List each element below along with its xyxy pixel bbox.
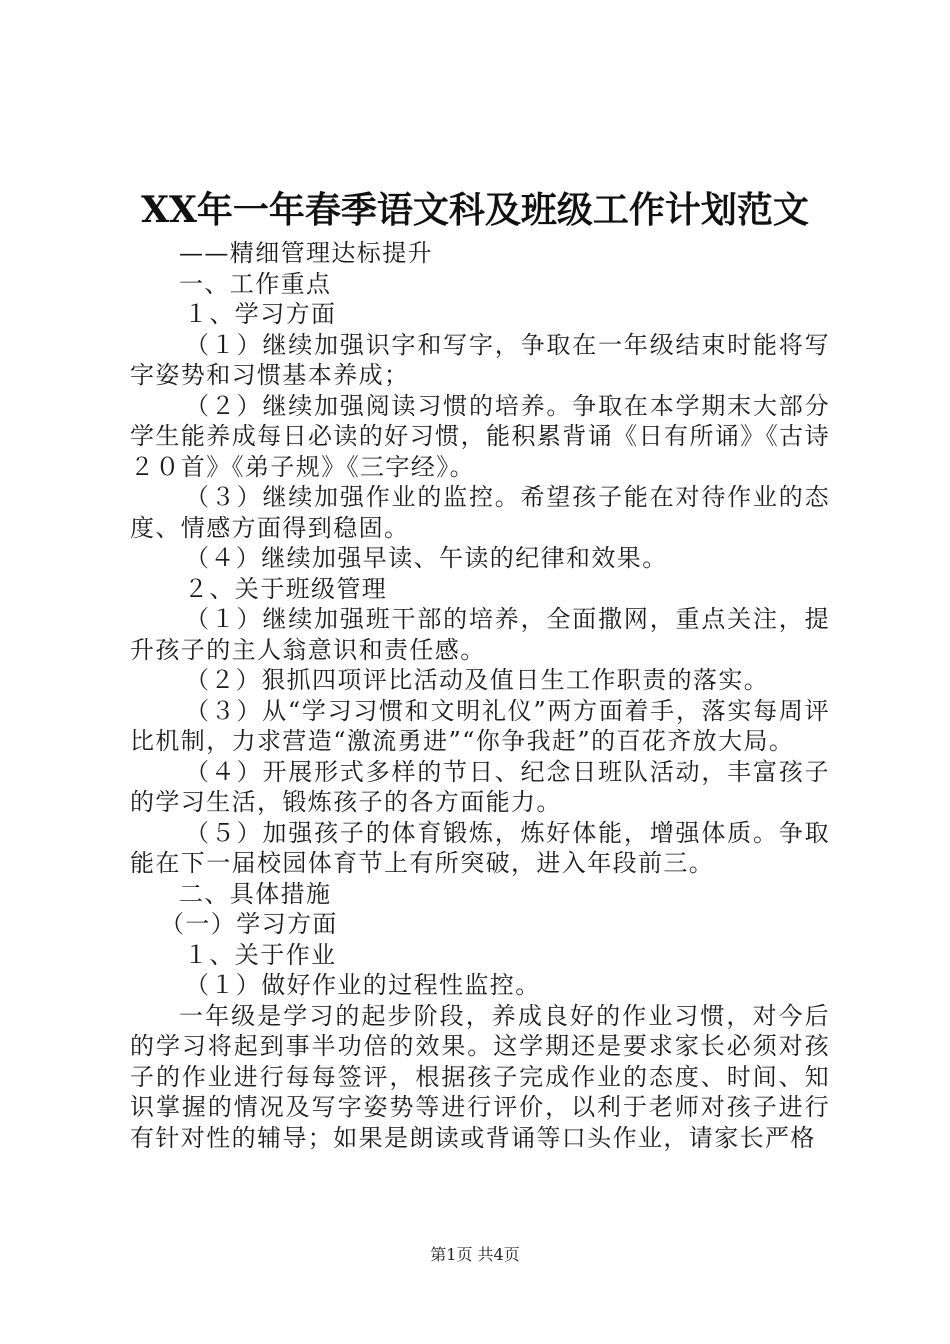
page-footer: 第1页 共4页 — [430, 1245, 520, 1264]
paragraph: （４）开展形式多样的节日、纪念日班队活动，丰富孩子的学习生活，锻炼孩子的各方面能力。 — [130, 757, 830, 816]
section-heading: 一、工作重点 — [179, 269, 332, 298]
subsection-heading: ２、关于班级管理 — [184, 574, 388, 603]
document-body — [130, 238, 830, 1153]
paragraph: （１）继续加强班干部的培养，全面撒网，重点关注，提升孩子的主人翁意识和责任感。 — [130, 605, 830, 664]
paragraph: （２）继续加强阅读习惯的培养。争取在本学期末大部分学生能养成每日必读的好习惯，能积累背诵《日有所诵》《古诗２０首》《弟子规》《三字经》。 — [130, 391, 830, 481]
paragraph: （３）从“学习习惯和文明礼仪”两方面着手，落实每周评比机制，力求营造“激流勇进”“你争我赶”的百花齐放大局。 — [130, 696, 830, 755]
document-title: XX年一年春季语文科及班级工作计划范文 — [141, 189, 809, 231]
subsection-heading: （一）学习方面 — [160, 910, 338, 938]
paragraph: （２）狠抓四项评比活动及值日生工作职责的落实。 — [185, 666, 770, 694]
paragraph: （４）继续加强早读、午读的纪律和效果。 — [185, 544, 668, 572]
section-heading: 二、具体措施 — [179, 879, 332, 908]
subsection-heading: １、关于作业 — [184, 940, 337, 969]
paragraph: （１）做好作业的过程性监控。 — [185, 971, 541, 999]
paragraph: 一年级是学习的起步阶段，养成良好的作业习惯，对今后的学习将起到事半功倍的效果。这学期还是要求家长必须对孩子的作业进行每每签评，根据孩子完成作业的态度、时间、知识掌握的情况及写字姿势等进行评价，以利于老师对孩子进行有针对性的辅导；如果是朗读或背诵等口头作业，请家长严格 — [130, 1001, 830, 1152]
paragraph: （３）继续加强作业的监控。希望孩子能在对待作业的态度、情感方面得到稳固。 — [130, 483, 830, 542]
subsection-heading: １、学习方面 — [184, 300, 337, 328]
paragraph: （５）加强孩子的体育锻炼，炼好体能，增强体质。争取能在下一届校园体育节上有所突破，进入年段前三。 — [130, 818, 830, 877]
subtitle: ——精细管理达标提升 — [179, 239, 433, 267]
paragraph: （１）继续加强识字和写字，争取在一年级结束时能将写字姿势和习惯基本养成； — [130, 330, 830, 389]
